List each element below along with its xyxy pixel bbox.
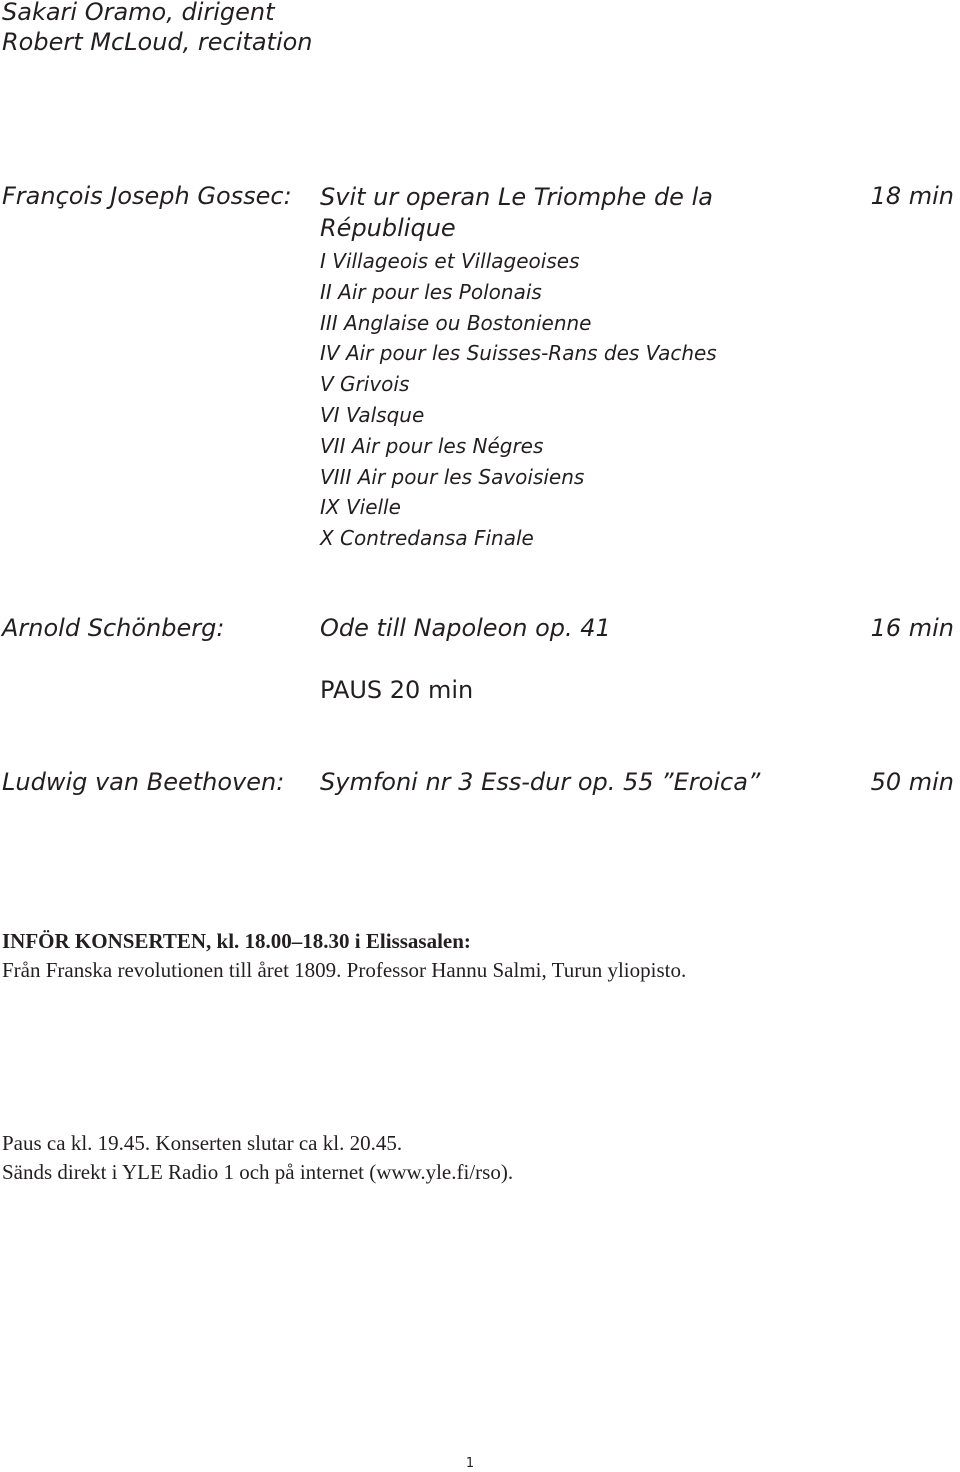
footer-times: Paus ca kl. 19.45. Konserten slutar ca kl. 20.45. bbox=[2, 1131, 403, 1155]
movement-item: V Grivois bbox=[320, 372, 410, 396]
conductor-line: Sakari Oramo, dirigent bbox=[2, 0, 275, 26]
movement-item: I Villageois et Villageoises bbox=[320, 249, 580, 273]
footer-broadcast: Sänds direkt i YLE Radio 1 och på internet (www.yle.fi/rso). bbox=[2, 1160, 514, 1184]
intro-text: Från Franska revolutionen till året 1809. Professor Hannu Salmi, Turun yliopisto. bbox=[2, 958, 687, 982]
composer-schonberg: Arnold Schönberg: bbox=[2, 614, 225, 642]
movement-item: III Anglaise ou Bostonienne bbox=[320, 311, 592, 335]
intro-title: INFÖR KONSERTEN, kl. 18.00–18.30 i Elissasalen: bbox=[2, 929, 471, 953]
intermission: PAUS 20 min bbox=[320, 676, 474, 704]
composer-beethoven: Ludwig van Beethoven: bbox=[2, 768, 285, 796]
recitation-line: Robert McLoud, recitation bbox=[2, 28, 313, 56]
movement-item: VIII Air pour les Savoisiens bbox=[320, 465, 585, 489]
work-beethoven: Symfoni nr 3 Ess-dur op. 55 ”Eroica” bbox=[320, 768, 761, 796]
page-number: 1 bbox=[465, 1456, 475, 1471]
duration-beethoven: 50 min bbox=[870, 768, 954, 796]
duration-schonberg: 16 min bbox=[870, 614, 954, 642]
movement-item: IX Vielle bbox=[320, 495, 401, 519]
work-schonberg: Ode till Napoleon op. 41 bbox=[320, 614, 611, 642]
composer-gossec: François Joseph Gossec: bbox=[2, 182, 292, 210]
movement-item: X Contredansa Finale bbox=[320, 526, 534, 550]
movement-item: VI Valsque bbox=[320, 403, 425, 427]
movement-item: IV Air pour les Suisses-Rans des Vaches bbox=[320, 341, 717, 365]
movement-item: VII Air pour les Négres bbox=[320, 434, 544, 458]
work-gossec: Svit ur operan Le Triomphe de la République bbox=[320, 183, 713, 242]
duration-gossec: 18 min bbox=[870, 182, 954, 210]
movement-item: II Air pour les Polonais bbox=[320, 280, 542, 304]
